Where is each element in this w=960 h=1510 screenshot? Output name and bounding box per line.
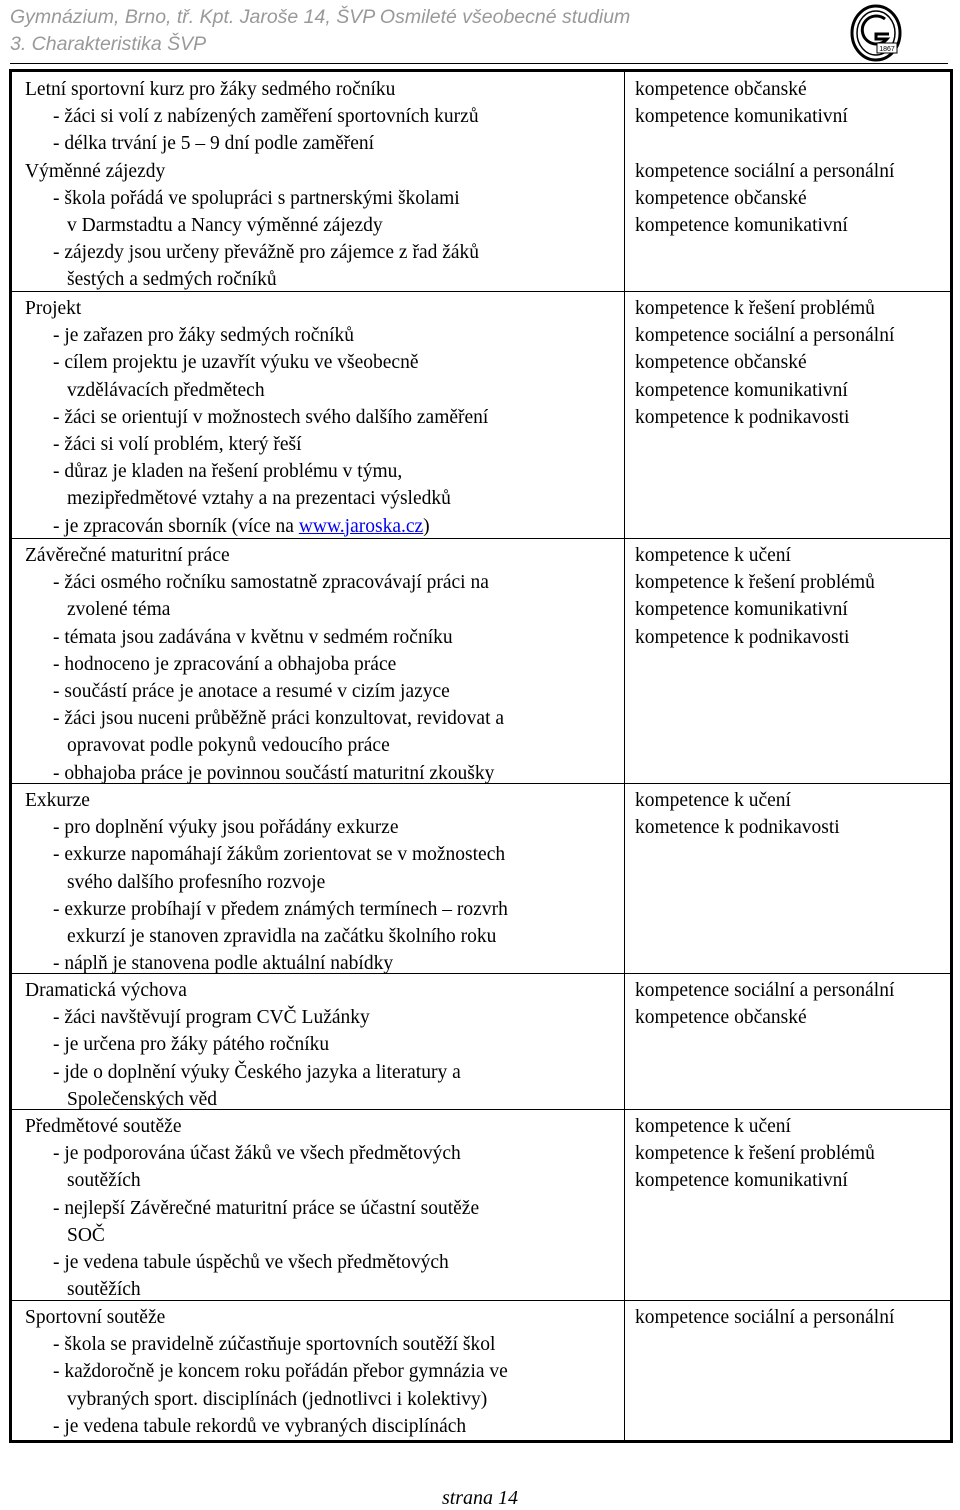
header-divider [10,63,948,64]
activity-title: Závěrečné maturitní práce [25,545,230,566]
activity-detail-line: - žáci si volí problém, který řeší [53,434,302,456]
table-row [12,1300,950,1440]
activity-description [25,76,621,294]
activity-detail-line: - nejlepší Závěrečné maturitní práce se účastní soutěže [53,1197,480,1219]
activity-title: Projekt [25,298,82,319]
competence-item: kompetence komunikativní [635,106,848,128]
activity-detail-line: - exkurze probíhají v předem známých termínech – rozvrh [53,898,508,920]
activity-title: Exkurze [25,790,90,811]
activity-title: Letní sportovní kurz pro žáky sedmého ročníku [25,79,396,100]
page-header [10,4,810,58]
link-suffix-text: ) [423,515,430,537]
competence-item: kompetence občanské [635,352,807,374]
activity-detail-line: - žáci osmého ročníku samostatně zpracovávají práci na [53,572,489,594]
table-row [12,973,950,1110]
competences-list [635,787,945,841]
activity-detail-line: - délka trvání je 5 – 9 dní podle zaměření [53,133,375,155]
activity-description [25,787,621,977]
activity-title: Předmětové soutěže [25,1116,182,1137]
competence-item: kompetence občanské [635,187,807,209]
activity-detail-line: vzdělávacích předmětech [67,379,265,401]
competence-item: kompetence k řešení problémů [635,572,875,594]
activity-detail-line: svého dalšího profesního rozvoje [67,871,326,893]
website-link[interactable]: www.jaroska.cz [298,515,424,537]
competence-item: kompetence komunikativní [635,1170,848,1192]
competence-item: kompetence komunikativní [635,379,848,401]
activity-detail-line: - jde o doplnění výuky Českého jazyka a literatury a [53,1061,461,1083]
activity-title: Dramatická výchova [25,980,187,1001]
link-prefix-text: - je zpracován sborník (více na [53,515,299,537]
activity-detail-line: - témata jsou zadávána v květnu v sedmém ročníku [53,626,453,648]
activity-detail-line: - žáci jsou nuceni průběžně práci konzultovat, revidovat a [53,708,505,730]
activity-detail-line: soutěžích [67,1279,141,1301]
activity-description [25,1113,621,1303]
competence-item: kompetence k řešení problémů [635,1143,875,1165]
activity-detail-line: - hodnoceno je zpracování a obhajoba práce [53,653,397,675]
page-number: strana 14 [441,1487,519,1509]
activity-detail-line: - žáci navštěvují program CVČ Lužánky [53,1007,370,1029]
activity-detail-line: Společenských věd [67,1088,218,1110]
competence-item: kompetence k podnikavosti [635,626,850,648]
activity-detail-line: soutěžích [67,1170,141,1192]
header-section-line: 3. Charakteristika ŠVP [10,33,207,55]
activity-detail-line [25,513,621,540]
competences-list [635,295,945,431]
activity-detail-line: šestých a sedmých ročníků [67,269,277,291]
activity-detail-line: - cílem projektu je uzavřít výuku ve všeobecně [53,352,419,374]
table-row [12,72,950,292]
activity-detail-line: vybraných sport. disciplínách (jednotlivci i kolektivy) [67,1388,488,1410]
activity-detail-line: - škola se pravidelně zúčastňuje sportovních soutěží škol [53,1334,496,1356]
table-row [12,1109,950,1301]
competence-item: kompetence sociální a personální [635,1307,895,1328]
activity-title: Výměnné zájezdy [25,160,166,182]
activity-detail-line: - důraz je kladen na řešení problému v týmu, [53,461,403,483]
activity-description [25,542,621,787]
table-row [12,783,950,974]
activities-table [9,69,953,1443]
activity-detail-line: - je podporována účast žáků ve všech předmětových [53,1143,461,1165]
activity-detail-line: exkurzí je stanoven zpravidla na začátku školního roku [67,926,497,948]
table-row [12,538,950,784]
activity-description [25,1304,621,1440]
activity-detail-line: - škola pořádá ve spolupráci s partnerskými školami [53,187,460,209]
competence-item: kompetence občanské [635,79,807,100]
activity-detail-line: - náplň je stanovena podle aktuální nabídky [53,953,394,975]
activity-description [25,977,621,1113]
activity-detail-line: - je vedena tabule rekordů ve vybraných disciplínách [53,1415,467,1437]
competences-list [635,542,945,651]
activity-detail-line: zvolené téma [67,599,171,621]
header-school-line: Gymnázium, Brno, tř. Kpt. Jaroše 14, ŠVP Osmileté všeobecné studium [10,6,631,28]
competence-item: kompetence sociální a personální [635,980,895,1001]
competence-item: kompetence sociální a personální [635,325,895,347]
activity-detail-line: - součástí práce je anotace a resumé v cizím jazyce [53,681,450,703]
activity-description [25,295,621,540]
activity-detail-line: - obhajoba práce je povinnou součástí maturitní zkoušky [53,762,495,784]
activity-detail-line: - je zařazen pro žáky sedmých ročníků [53,325,355,347]
activity-detail-line: - zájezdy jsou určeny převážně pro zájemce z řad žáků [53,242,480,264]
svg-text:1867: 1867 [879,46,895,53]
activity-detail-line: opravovat podle pokynů vedoucího práce [67,735,390,757]
competence-item: kompetence komunikativní [635,215,848,237]
competence-item: kompetence k učení [635,1116,791,1137]
competence-item [635,130,945,157]
competence-item: kompetence komunikativní [635,599,848,621]
competence-item: kompetence k učení [635,790,791,811]
competence-item: kompetence občanské [635,1007,807,1029]
activity-detail-line: v Darmstadtu a Nancy výměnné zájezdy [67,215,383,237]
competences-list [635,977,945,1031]
activity-detail-line: - je určena pro žáky pátého ročníku [53,1034,330,1056]
activity-detail-line: - žáci si volí z nabízených zaměření sportovních kurzů [53,106,479,128]
competences-list [635,76,945,239]
competence-item: kompetence sociální a personální [635,160,895,182]
activity-detail-line: - exkurze napomáhají žákům zorientovat se v možnostech [53,844,506,866]
competence-item: kompetence k učení [635,545,791,566]
competences-list [635,1304,945,1331]
school-logo-icon [849,3,903,63]
activity-detail-line: - každoročně je koncem roku pořádán přebor gymnázia ve [53,1361,508,1383]
activity-detail-line: SOČ [67,1224,105,1246]
activity-detail-line: - je vedena tabule úspěchů ve všech předmětových [53,1252,449,1274]
activity-detail-line: - žáci se orientují v možnostech svého dalšího zaměření [53,406,489,428]
competence-item: kompetence k podnikavosti [635,406,850,428]
competence-item: kompetence k řešení problémů [635,298,875,319]
table-row [12,291,950,539]
competences-list [635,1113,945,1195]
activity-detail-line: mezipředmětové vztahy a na prezentaci výsledků [67,488,451,510]
activity-title: Sportovní soutěže [25,1307,166,1328]
competence-item: kometence k podnikavosti [635,817,840,839]
activity-detail-line: - pro doplnění výuky jsou pořádány exkurze [53,817,399,839]
